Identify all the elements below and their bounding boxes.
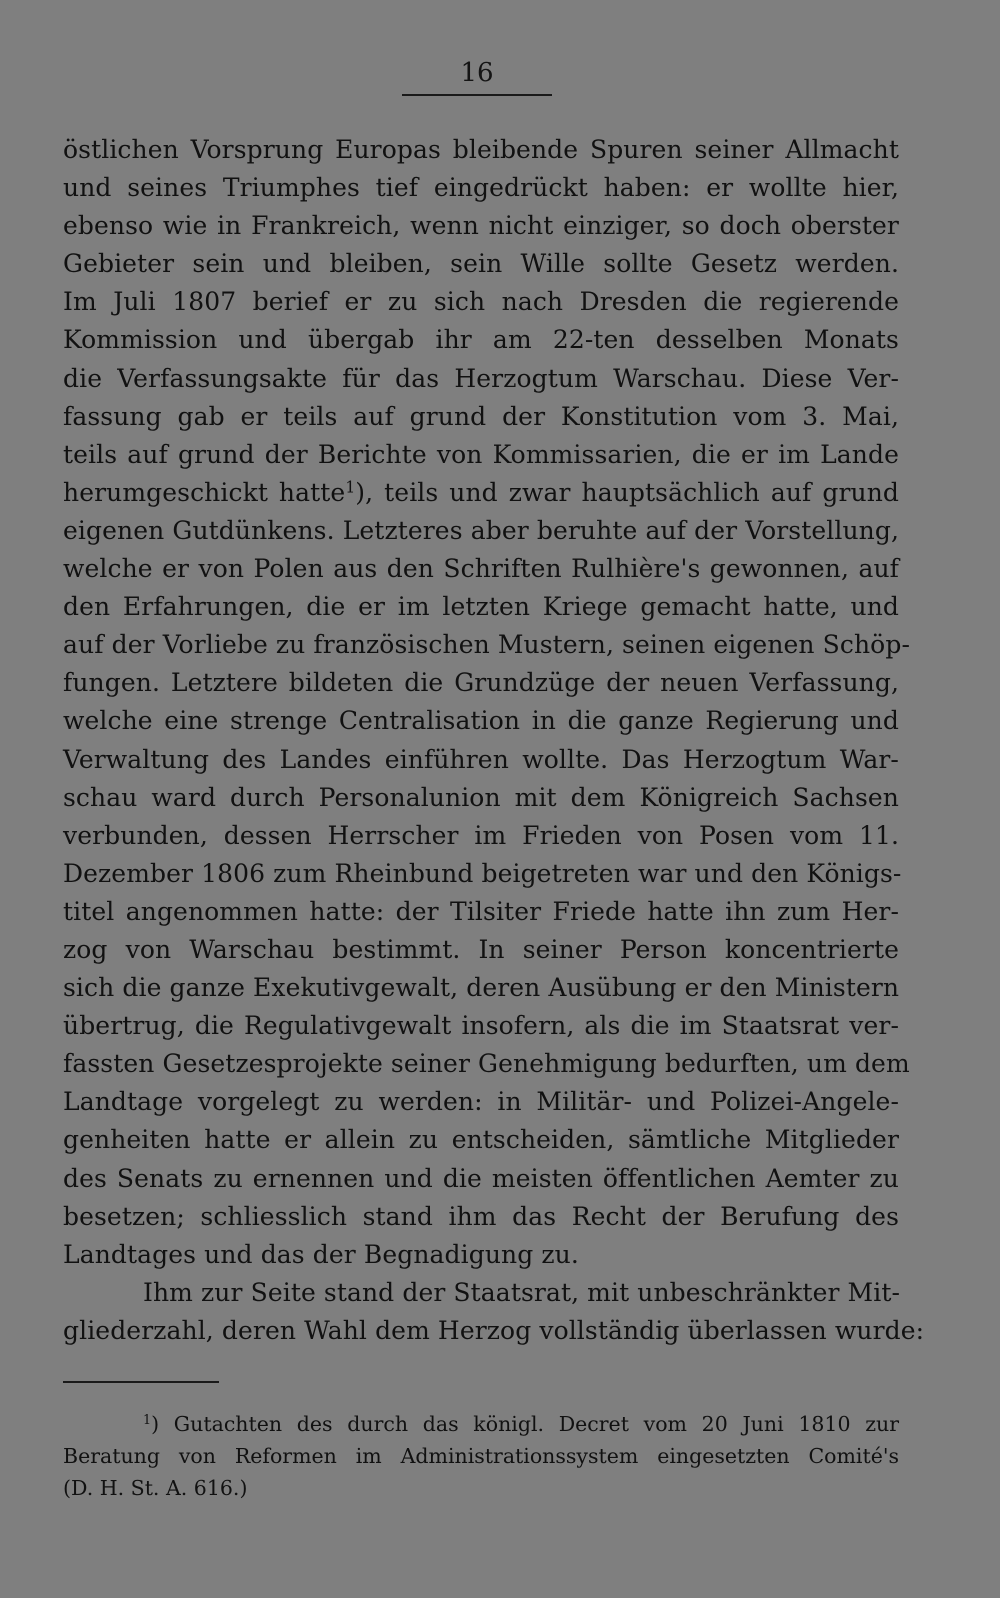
body-line-text: ), teils und zwar hauptsächlich auf grund — [355, 477, 900, 507]
footnote-line-text: ) Gutachten des durch das königl. Decret vom 20 Juni 1810 zur — [151, 1412, 899, 1436]
body-line: Landtages und das der Begnadigung zu. — [63, 1239, 579, 1269]
body-line: Dezember 1806 zum Rheinbund beigetreten war und den Königs- — [63, 858, 902, 888]
body-line: zog von Warschau bestimmt. In seiner Person koncentrierte — [63, 934, 899, 964]
footnote-line: Beratung von Reformen im Administrationssystem eingesetzten Comité's — [63, 1444, 899, 1468]
body-line: titel angenommen hatte: der Tilsiter Friede hatte ihn zum Her- — [63, 896, 899, 926]
body-line: fungen. Letztere bildeten die Grundzüge der neuen Verfassung, — [63, 668, 899, 698]
body-line: fassten Gesetzesprojekte seiner Genehmigung bedurften, um dem — [63, 1049, 910, 1079]
body-line: genheiten hatte er allein zu entscheiden, sämtliche Mitglieder — [63, 1125, 899, 1155]
body-line: Ihm zur Seite stand der Staatsrat, mit unbeschränkter Mit- — [143, 1277, 901, 1307]
body-line: besetzen; schliesslich stand ihm das Recht der Berufung des — [63, 1201, 899, 1231]
body-line: Verwaltung des Landes einführen wollte. Das Herzogtum War- — [63, 744, 899, 774]
body-line: auf der Vorliebe zu französischen Mustern, seinen eigenen Schöp- — [63, 630, 910, 660]
body-line: Landtage vorgelegt zu werden: in Militär- und Polizei-Angele- — [63, 1087, 899, 1117]
body-line: Im Juli 1807 berief er zu sich nach Dresden die regierende — [63, 287, 899, 317]
body-line: gliederzahl, deren Wahl dem Herzog vollständig überlassen wurde: — [63, 1315, 925, 1345]
footnote-reference: 1 — [345, 478, 356, 497]
body-line: schau ward durch Personalunion mit dem Königreich Sachsen — [63, 782, 899, 812]
body-line: sich die ganze Exekutivgewalt, deren Ausübung er den Ministern — [63, 973, 900, 1003]
body-line: Kommission und übergab ihr am 22-ten desselben Monats — [63, 325, 899, 355]
body-text — [63, 131, 925, 1350]
body-line: welche eine strenge Centralisation in die ganze Regierung und — [63, 706, 899, 736]
body-line: eigenen Gutdünkens. Letzteres aber beruhte auf der Vorstellung, — [63, 515, 899, 545]
footnote-line — [63, 1408, 899, 1440]
body-line-text: herumgeschickt hatte — [63, 477, 346, 507]
body-line: teils auf grund der Berichte von Kommissarien, die er im Lande — [63, 439, 899, 469]
body-line: ebenso wie in Frankreich, wenn nicht einziger, so doch oberster — [63, 211, 899, 241]
body-line — [63, 474, 899, 512]
footnote — [63, 1408, 899, 1504]
footnote-marker: 1 — [143, 1412, 152, 1428]
body-line: verbunden, dessen Herrscher im Frieden von Posen vom 11. — [63, 820, 899, 850]
body-line: des Senats zu ernennen und die meisten öffentlichen Aemter zu — [63, 1163, 899, 1193]
body-line: die Verfassungsakte für das Herzogtum Warschau. Diese Ver- — [63, 363, 899, 393]
body-line: und seines Triumphes tief eingedrückt haben: er wollte hier, — [63, 173, 899, 203]
footnote-line: (D. H. St. A. 616.) — [63, 1476, 248, 1500]
body-line: östlichen Vorsprung Europas bleibende Spuren seiner Allmacht — [63, 135, 899, 164]
body-line: welche er von Polen aus den Schriften Rulhière's gewonnen, auf — [63, 554, 899, 584]
footnote-separator — [63, 1381, 219, 1383]
body-line: fassung gab er teils auf grund der Konstitution vom 3. Mai, — [63, 401, 899, 431]
body-line: Gebieter sein und bleiben, sein Wille sollte Gesetz werden. — [63, 249, 899, 279]
body-line: übertrug, die Regulativgewalt insofern, als die im Staatsrat ver- — [63, 1011, 899, 1041]
body-line: den Erfahrungen, die er im letzten Kriege gemacht hatte, und — [63, 592, 899, 622]
page-number: 16 — [460, 58, 494, 88]
page-number-rule — [402, 94, 552, 96]
